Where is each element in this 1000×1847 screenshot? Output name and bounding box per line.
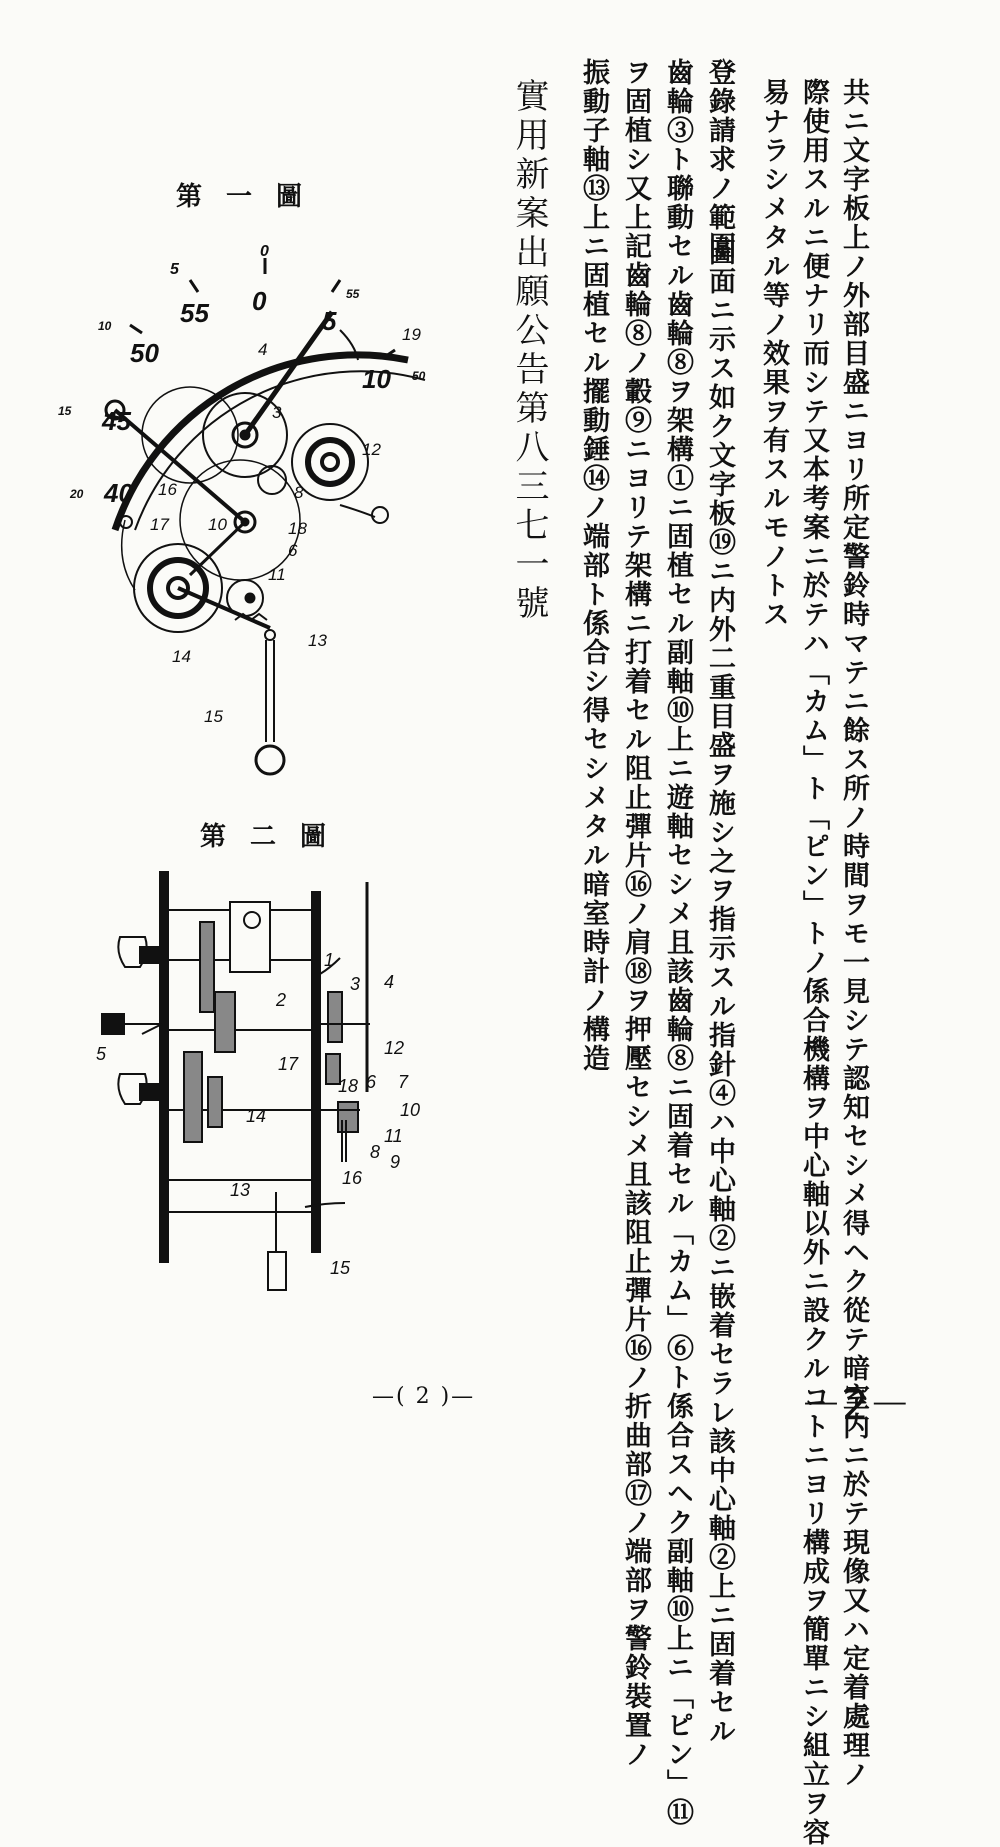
fig2-callout-6: 6 [366, 1072, 377, 1092]
claim-line-3: ヲ固植シ又上記齒輪⑧ノ轂⑨ニヨリテ架構ニ打着セル阻止彈片⑯ノ肩⑱ヲ押壓セシメ且該阻止彈片⑯ノ折曲部⑰ノ端部ヲ警鈴裝置ノ [620, 58, 651, 1769]
fig1-inner-45: 45 [102, 406, 131, 436]
fig1-callout-8: 8 [294, 483, 304, 502]
fig2-callout-13: 13 [230, 1180, 251, 1200]
publication-title: 實用新案出願公告第八三七一號 [509, 78, 549, 624]
fig2-callout-15: 15 [330, 1258, 351, 1278]
fig2-callout-16: 16 [342, 1168, 363, 1188]
fig1-outer-0: 0 [260, 243, 269, 260]
fig1-inner-50: 50 [130, 338, 159, 368]
fig2-callout-18: 18 [338, 1076, 359, 1096]
fig1-callout-14: 14 [172, 647, 191, 666]
fig2-callout-9: 9 [390, 1152, 401, 1172]
fig2-callout-2: 2 [276, 990, 287, 1010]
fig1-outer-55: 55 [346, 287, 360, 301]
figure-2-label: 第二圖 [200, 822, 351, 852]
figure-1-clock-drawing [40, 230, 460, 790]
body-line-3: 易ナラシメタル等ノ效果ヲ有スルモノトス [758, 78, 789, 629]
fig1-outer-15: 15 [58, 404, 72, 418]
claim-heading: 登錄請求ノ範圍 [704, 58, 735, 261]
fig1-callout-13: 13 [308, 631, 327, 650]
fig1-callout-19: 19 [402, 325, 421, 344]
fig1-outer-20: 20 [70, 487, 84, 501]
fig1-callout-10: 10 [208, 515, 227, 534]
fig2-callout-4: 4 [384, 972, 395, 992]
fig2-callout-7: 7 [398, 1072, 409, 1092]
fig1-inner-10: 10 [362, 364, 391, 394]
fig2-callout-5: 5 [96, 1044, 107, 1064]
figure-2-side-drawing [80, 862, 440, 1302]
fig1-outer-5: 5 [170, 261, 179, 278]
fig1-callout-16: 16 [158, 480, 177, 499]
fig1-callout-3: 3 [272, 403, 282, 422]
fig1-inner-5: 5 [322, 306, 337, 336]
fig2-callout-10: 10 [400, 1100, 421, 1120]
fig2-callout-3: 3 [350, 974, 361, 994]
fig1-callout-17: 17 [150, 515, 169, 534]
body-line-2: 際使用スルニ便ナリ而シテ又本考案ニ於テハ「カム」ト「ピン」トノ係合機構ヲ中心軸以外ニ設クルコトニヨリ構成ヲ簡單ニシ組立ヲ容 [798, 78, 829, 1847]
fig1-inner-0: 0 [252, 286, 267, 316]
fig2-callout-12: 12 [384, 1038, 405, 1058]
body-line-1: 共ニ文字板上ノ外部目盛ニヨリ所定警鈴時マテニ餘ス所ノ時間ヲモ一見シテ認知セシメ得ヘク從テ暗室内ニ於テ現像又ハ定着處理ノ [838, 78, 869, 1789]
claim-line-2: 齒輪③ト聯動セル齒輪⑧ヲ架構①ニ固植セル副軸⑩上ニ遊軸セシメ且該齒輪⑧ニ固着セル「カム」⑥ト係合スヘク副軸⑩上ニ「ピン」⑪ [662, 58, 693, 1827]
fig2-callout-14: 14 [246, 1106, 267, 1126]
fig1-callout-4: 4 [258, 340, 268, 359]
claim-line-1: 圖面ニ示ス如ク文字板⑲ニ内外二重目盛ヲ施シ之ヲ指示スル指針④ハ中心軸②ニ嵌着セラレ該中心軸②上ニ固着セル [704, 238, 735, 1746]
fig1-callout-12: 12 [362, 440, 381, 459]
figure-1-label: 第一圖 [176, 182, 327, 212]
page-number-large: －2－ [800, 1380, 911, 1429]
fig1-callout-6: 6 [288, 541, 298, 560]
fig1-callout-18: 18 [288, 519, 307, 538]
fig2-callout-17: 17 [278, 1054, 299, 1074]
fig2-callout-1: 1 [324, 950, 335, 970]
fig2-callout-8: 8 [370, 1142, 381, 1162]
fig1-callout-15: 15 [204, 707, 223, 726]
fig1-outer-10: 10 [98, 319, 112, 333]
page-number-parenthesized: —( 2 )— [372, 1384, 476, 1409]
fig1-callout-11: 11 [268, 565, 286, 584]
fig1-outer-50: 50 [412, 369, 426, 383]
fig1-inner-55: 55 [180, 298, 209, 328]
fig2-callout-11: 11 [384, 1126, 403, 1146]
claim-line-4: 振動子軸⑬上ニ固植セル擺動錘⑭ノ端部ト係合シ得セシメタル暗室時計ノ構造 [578, 58, 609, 1073]
fig1-inner-40: 40 [104, 478, 133, 508]
